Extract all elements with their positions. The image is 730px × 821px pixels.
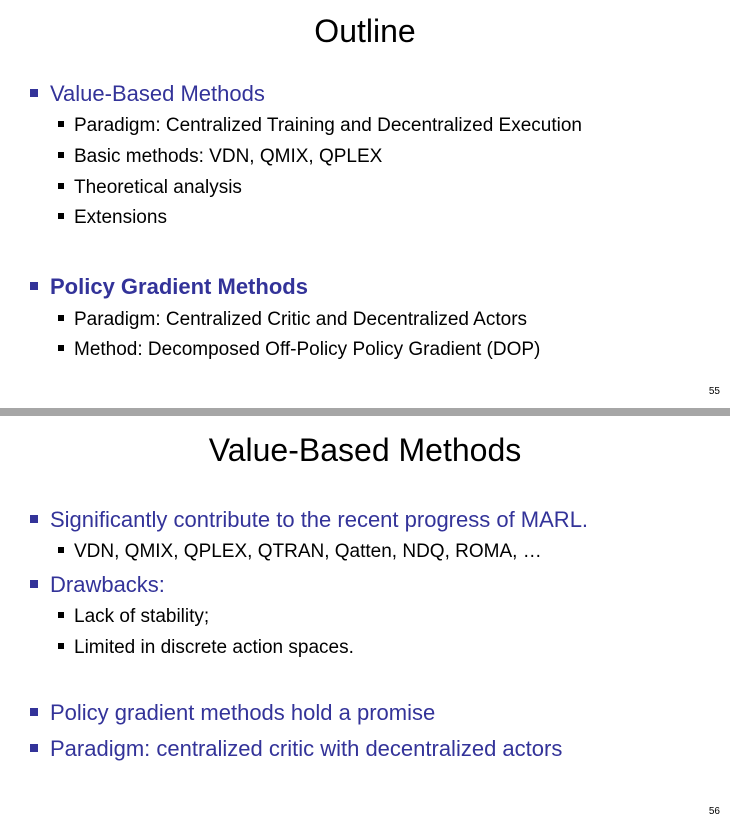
square-bullet-icon [30,89,38,97]
sub-bullet-basic-methods [58,146,382,168]
sub-bullet-paradigm [58,115,582,137]
square-bullet-icon [58,345,64,351]
page-number: 55 [708,386,720,397]
square-bullet-icon [58,213,64,219]
square-bullet-icon [30,515,38,523]
bullet-text: Method: Decomposed Off-Policy Policy Gradient (DOP) [74,339,541,360]
slide-55 [0,0,730,408]
slide-title: Value-Based Methods [208,432,522,468]
square-bullet-icon [58,612,64,618]
slide-separator [0,408,730,416]
square-bullet-icon [58,315,64,321]
sub-bullet-paradigm-critic [58,309,527,331]
square-bullet-icon [30,744,38,752]
bullet-value-based-methods [30,81,265,107]
square-bullet-icon [30,282,38,290]
bullet-text: Policy Gradient Methods [50,274,308,299]
bullet-text: Paradigm: centralized critic with decentralized actors [50,736,563,761]
page-number: 56 [708,806,720,817]
bullet-text: Lack of stability; [74,606,210,627]
bullet-text: Policy gradient methods hold a promise [50,700,436,725]
sub-bullet-theoretical-analysis [58,177,242,199]
bullet-text: VDN, QMIX, QPLEX, QTRAN, Qatten, NDQ, ROMA, … [74,541,542,562]
sub-bullet-discrete-action-spaces [58,637,354,659]
square-bullet-icon [30,580,38,588]
bullet-text: Extensions [74,207,167,228]
sub-bullet-extensions [58,207,167,229]
sub-bullet-method-list [58,541,542,563]
bullet-text: Drawbacks: [50,572,165,597]
bullet-text: Significantly contribute to the recent progress of MARL. [50,507,589,532]
bullet-policy-gradient-methods [30,274,308,300]
bullet-text: Basic methods: VDN, QMIX, QPLEX [74,146,383,167]
square-bullet-icon [58,547,64,553]
square-bullet-icon [58,643,64,649]
bullet-policy-gradient-promise [30,700,435,726]
bullet-text: Paradigm: Centralized Critic and Decentralized Actors [74,309,528,330]
bullet-significant-contribution [30,507,588,533]
square-bullet-icon [30,708,38,716]
bullet-text: Value-Based Methods [50,81,265,106]
slide-56 [0,416,730,821]
square-bullet-icon [58,121,64,127]
bullet-text: Theoretical analysis [74,177,242,198]
bullet-text: Paradigm: Centralized Training and Decentralized Execution [74,115,582,136]
bullet-text: Limited in discrete action spaces. [74,637,354,658]
sub-bullet-lack-of-stability [58,606,209,628]
bullet-paradigm-centralized-critic [30,736,562,762]
sub-bullet-method-dop [58,339,540,361]
square-bullet-icon [58,183,64,189]
slide-title: Outline [314,13,416,49]
bullet-drawbacks [30,572,165,598]
square-bullet-icon [58,152,64,158]
